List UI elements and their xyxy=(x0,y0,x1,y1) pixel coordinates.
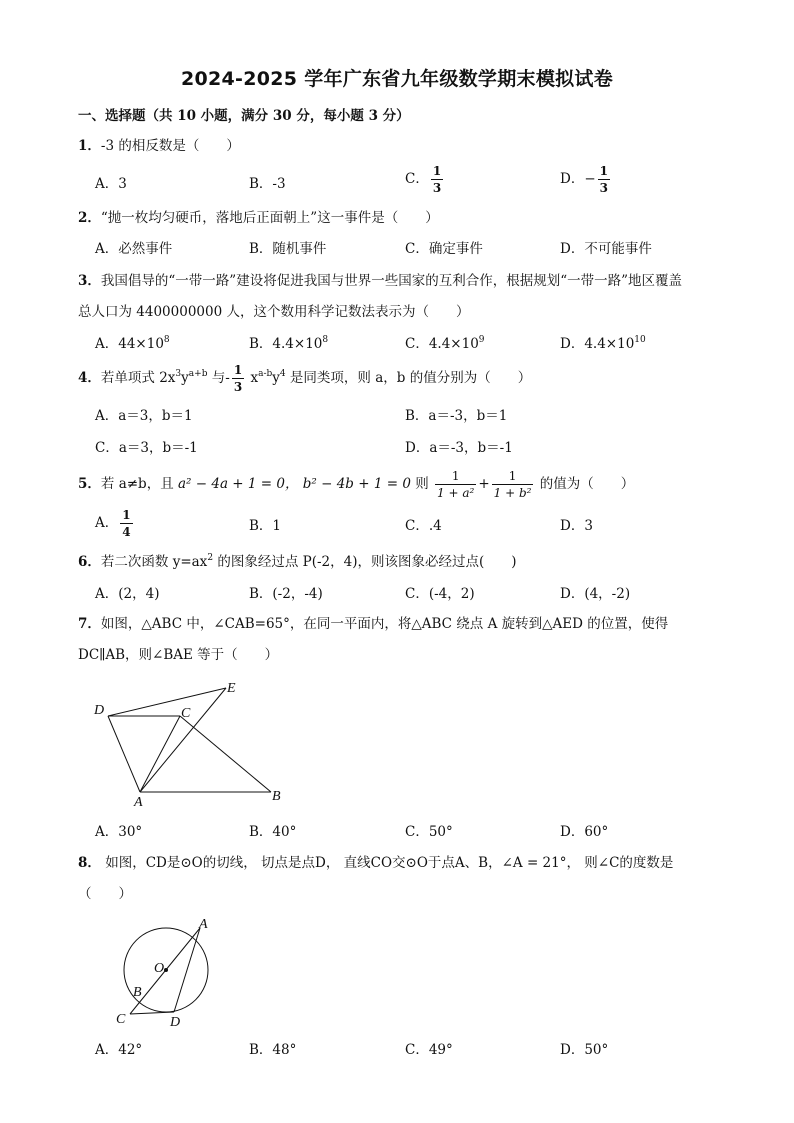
label-b: B xyxy=(272,789,281,804)
q2-option-c: C．确定事件 xyxy=(405,241,483,257)
segment-ae xyxy=(140,688,226,792)
text: x xyxy=(246,370,259,386)
option-text: D．4.4×10 xyxy=(560,336,635,352)
segment-ac xyxy=(140,716,180,792)
q6-option-d: D．(4，-2) xyxy=(560,586,631,602)
q6-option-c: C．(-4，2) xyxy=(405,586,475,602)
question-8 xyxy=(78,853,673,873)
question-text: 我国倡导的“一带一路”建设将促进我国与世界一些国家的互利合作，根据规划“一带一路”地区覆盖 xyxy=(100,273,683,289)
label-c: C xyxy=(181,706,191,721)
question-number: 5． xyxy=(78,476,101,492)
exponent: 3 xyxy=(175,369,182,379)
question-7 xyxy=(78,614,668,634)
q5-option-c: C．.4 xyxy=(405,518,442,534)
question-number: 8． xyxy=(78,855,101,871)
label-o: O xyxy=(154,961,165,976)
question-4 xyxy=(78,364,531,393)
q7-option-a: A．30° xyxy=(95,824,143,840)
q8-option-a: A．42° xyxy=(95,1042,143,1058)
q1-option-a: A．3 xyxy=(95,176,127,192)
q6-option-b: B．(-2，-4) xyxy=(249,586,323,602)
numerator: 1 xyxy=(599,164,608,178)
text: 与- xyxy=(207,370,230,386)
option-text: C．4.4×10 xyxy=(405,336,479,352)
fraction xyxy=(120,509,132,538)
denominator: 1 + a² xyxy=(437,486,475,500)
question-7-line-2: DC∥AB，则∠BAE 等于（ ） xyxy=(78,647,279,663)
fraction xyxy=(598,165,610,194)
option-text: A．44×10 xyxy=(95,336,164,352)
q2-option-a: A．必然事件 xyxy=(95,241,173,257)
segment-da xyxy=(108,716,140,792)
exponent: a-b xyxy=(258,369,273,379)
denominator: 1 + b² xyxy=(493,486,532,500)
center-point-o xyxy=(164,968,168,972)
question-number: 4． xyxy=(78,370,101,386)
question-text: 如图，CD是⊙O的切线， 切点是点D， 直线CO交⊙O于点A、B，∠A = 21°， 则∠C的度数是 xyxy=(105,855,674,871)
q3-option-b xyxy=(249,334,328,354)
triangle-rotation-diagram xyxy=(86,672,306,812)
q7-option-c: C．50° xyxy=(405,824,453,840)
question-text: 如图，△ABC 中，∠CAB=65°，在同一平面内，将△ABC 绕点 A 旋转到△AED 的位置，使得 xyxy=(100,616,669,632)
segment-cb xyxy=(180,716,271,792)
q8-option-d: D．50° xyxy=(560,1042,609,1058)
q8-option-c: C．49° xyxy=(405,1042,453,1058)
q2-option-b: B．随机事件 xyxy=(249,241,327,257)
text: 则 xyxy=(410,476,434,492)
equation: b² − 4b + 1 = 0 xyxy=(302,476,411,492)
text: 是同类项，则 a，b 的值分别为（ ） xyxy=(285,370,532,386)
q3-option-d xyxy=(560,334,646,354)
question-5 xyxy=(78,470,634,499)
q5-option-b: B．1 xyxy=(249,518,282,534)
section-note: （共 10 小题，满分 30 分，每小题 3 分） xyxy=(145,108,410,124)
option-label: A． xyxy=(95,515,119,531)
label-a: A xyxy=(199,917,208,932)
q7-option-b: B．40° xyxy=(249,824,297,840)
exponent: 9 xyxy=(478,335,485,345)
exponent: 4 xyxy=(279,369,286,379)
text: 的图象经过点 P(-2，4)，则该图象必经过点( ) xyxy=(213,554,517,570)
option-label: D．− xyxy=(560,171,596,187)
text: 若二次函数 y=ax xyxy=(100,554,208,570)
fraction xyxy=(431,165,443,194)
q3-option-a xyxy=(95,334,170,354)
q4-option-a: A．a＝3，b＝1 xyxy=(95,408,193,424)
question-8-line-2: （ ） xyxy=(78,886,132,902)
denominator: 4 xyxy=(122,525,131,539)
q2-option-d: D．不可能事件 xyxy=(560,241,652,257)
q1-option-c xyxy=(405,165,445,194)
numerator: 1 xyxy=(122,508,131,522)
option-text: B．4.4×10 xyxy=(249,336,323,352)
q1-option-d xyxy=(560,165,612,194)
question-number: 2． xyxy=(78,210,101,226)
fraction xyxy=(435,470,476,499)
question-3-line-2: 总人口为 4400000000 人，这个数用科学记数法表示为（ ） xyxy=(78,304,470,320)
q6-option-a: A．(2，4) xyxy=(95,586,160,602)
q8-option-b: B．48° xyxy=(249,1042,297,1058)
q5-option-a xyxy=(95,509,135,538)
question-number: 6． xyxy=(78,554,101,570)
exponent: 8 xyxy=(163,335,170,345)
exponent: a+b xyxy=(188,369,208,379)
text: y xyxy=(272,370,280,386)
plus-sign: + xyxy=(478,476,490,492)
equation: a² − 4a + 1 = 0， xyxy=(178,476,299,492)
segment-de xyxy=(108,688,226,716)
q4-option-d: D．a＝-3，b＝-1 xyxy=(405,440,513,456)
q4-option-b: B．a＝-3，b＝1 xyxy=(405,408,508,424)
q5-option-d: D．3 xyxy=(560,518,593,534)
question-3 xyxy=(78,271,682,291)
question-2 xyxy=(78,208,439,228)
numerator: 1 xyxy=(233,363,243,377)
text: 若 a≠b，且 xyxy=(100,476,178,492)
label-e: E xyxy=(227,681,236,696)
page-title: 2024-2025 学年广东省九年级数学期末模拟试卷 xyxy=(180,68,614,90)
exponent: 2 xyxy=(207,553,214,563)
question-number: 3． xyxy=(78,273,101,289)
exponent: 8 xyxy=(322,335,329,345)
numerator: 1 xyxy=(432,164,442,178)
question-1 xyxy=(78,136,240,156)
denominator: 3 xyxy=(599,181,608,195)
text: y xyxy=(181,370,189,386)
label-b: B xyxy=(133,985,142,1000)
tangent-cd xyxy=(130,1012,174,1014)
question-6 xyxy=(78,552,517,572)
text: 的值为（ ） xyxy=(535,476,635,492)
denominator: 3 xyxy=(233,380,243,394)
label-d: D xyxy=(170,1015,181,1030)
q3-option-c xyxy=(405,334,485,354)
question-number: 1． xyxy=(78,138,101,154)
label-c: C xyxy=(116,1012,126,1027)
numerator: 1 xyxy=(435,470,476,485)
circle-tangent-diagram xyxy=(100,910,230,1030)
label-d: D xyxy=(94,703,105,718)
text: 若单项式 2x xyxy=(100,370,176,386)
q4-option-c: C．a＝3，b＝-1 xyxy=(95,440,198,456)
fraction xyxy=(232,364,244,393)
numerator: 1 xyxy=(492,470,534,485)
label-a: A xyxy=(134,795,143,810)
denominator: 3 xyxy=(432,181,442,195)
question-text: -3 的相反数是（ ） xyxy=(100,138,240,154)
question-number: 7． xyxy=(78,616,101,632)
q7-option-d: D．60° xyxy=(560,824,609,840)
question-text: “抛一枚均匀硬币，落地后正面朝上”这一事件是（ ） xyxy=(100,210,439,226)
section-title: 一、选择题 xyxy=(78,108,146,124)
section-heading xyxy=(78,106,410,126)
q1-option-b: B．-3 xyxy=(249,176,286,192)
exponent: 10 xyxy=(634,335,646,345)
option-label: C． xyxy=(405,171,429,187)
fraction xyxy=(492,470,534,499)
